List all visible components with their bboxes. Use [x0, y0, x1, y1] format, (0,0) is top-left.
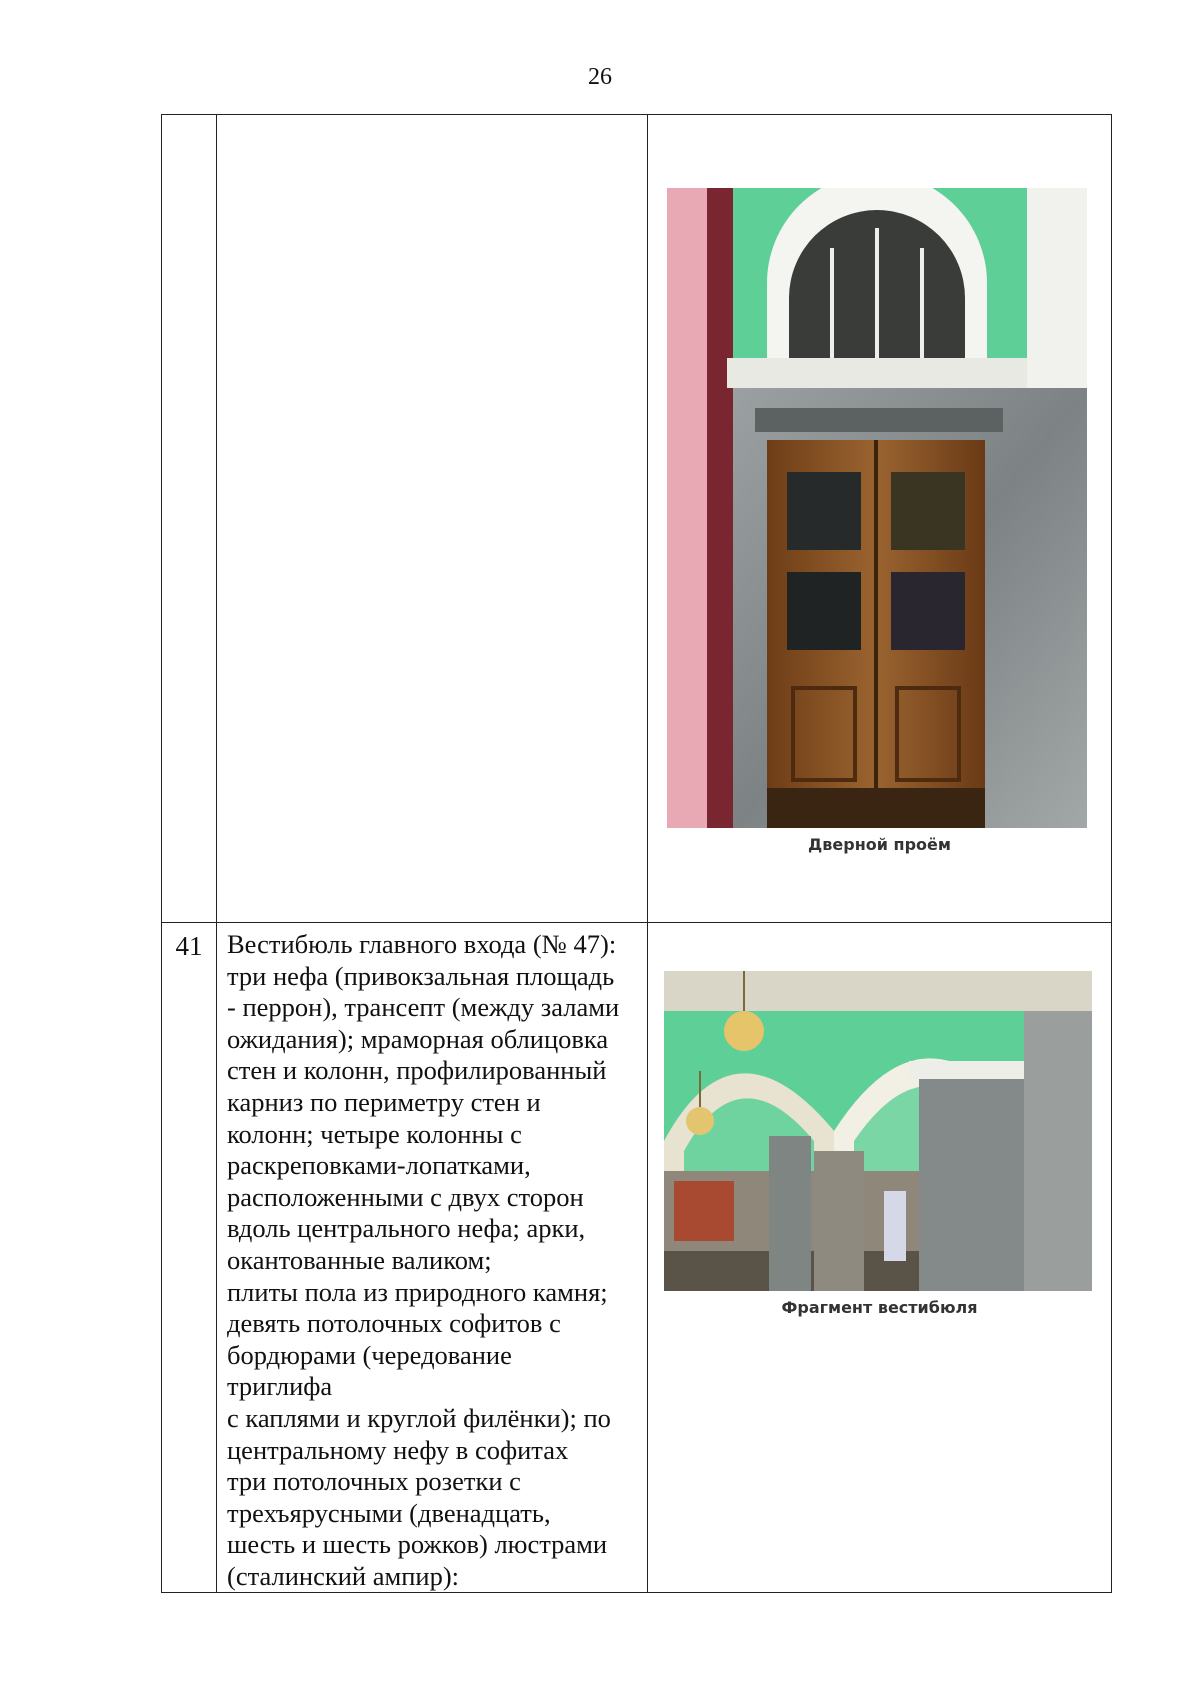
description-line: расположенными с двух сторон [227, 1181, 584, 1212]
description-line: трехъярусными (двенадцать, [227, 1497, 551, 1528]
image-cell [648, 115, 1112, 923]
description-cell [217, 923, 648, 1593]
object-table [161, 114, 1112, 1593]
description-line: колонн; четыре колонны с [227, 1118, 522, 1149]
vestibule-photo-icon [664, 971, 1092, 1291]
description-line: (сталинский ампир): [227, 1560, 460, 1591]
door-photo-icon [667, 188, 1087, 828]
page-number: 26 [588, 64, 612, 90]
description-line: стен и колонн, профилированный [227, 1055, 607, 1086]
row-number-cell: 41 [162, 923, 217, 1593]
description-line: шесть и шесть рожков) люстрами [227, 1529, 608, 1560]
description-line: - перрон), трансепт (между залами [227, 992, 620, 1023]
image-cell [648, 923, 1112, 1593]
table-row [162, 115, 1112, 923]
description-line: с каплями и круглой филёнки); по [227, 1402, 611, 1433]
description-line: Вестибюль главного входа (№ 47): [227, 929, 617, 959]
description-line: три нефа (привокзальная площадь [227, 960, 615, 991]
description-line: плиты пола из природного камня; [227, 1276, 608, 1307]
table-row [162, 923, 1112, 1593]
photo-caption: Дверной проём [808, 835, 951, 854]
photo-caption: Фрагмент вестибюля [781, 1298, 978, 1317]
description-line: триглифа [227, 1371, 333, 1402]
description-line: окантованные валиком; [227, 1244, 492, 1275]
description-line: девять потолочных софитов с [227, 1308, 561, 1339]
row-number-cell [162, 115, 217, 923]
description-line: три потолочных розетки с [227, 1466, 521, 1497]
description-line: карниз по периметру стен и [227, 1086, 541, 1117]
description-line: бордюрами (чередование [227, 1339, 512, 1370]
description-cell [217, 115, 648, 923]
description-line: раскреповками-лопатками, [227, 1150, 531, 1181]
description-line: центральному нефу в софитах [227, 1434, 569, 1465]
description-line: вдоль центрального нефа; арки, [227, 1213, 586, 1244]
description-line: ожидания); мраморная облицовка [227, 1023, 609, 1054]
